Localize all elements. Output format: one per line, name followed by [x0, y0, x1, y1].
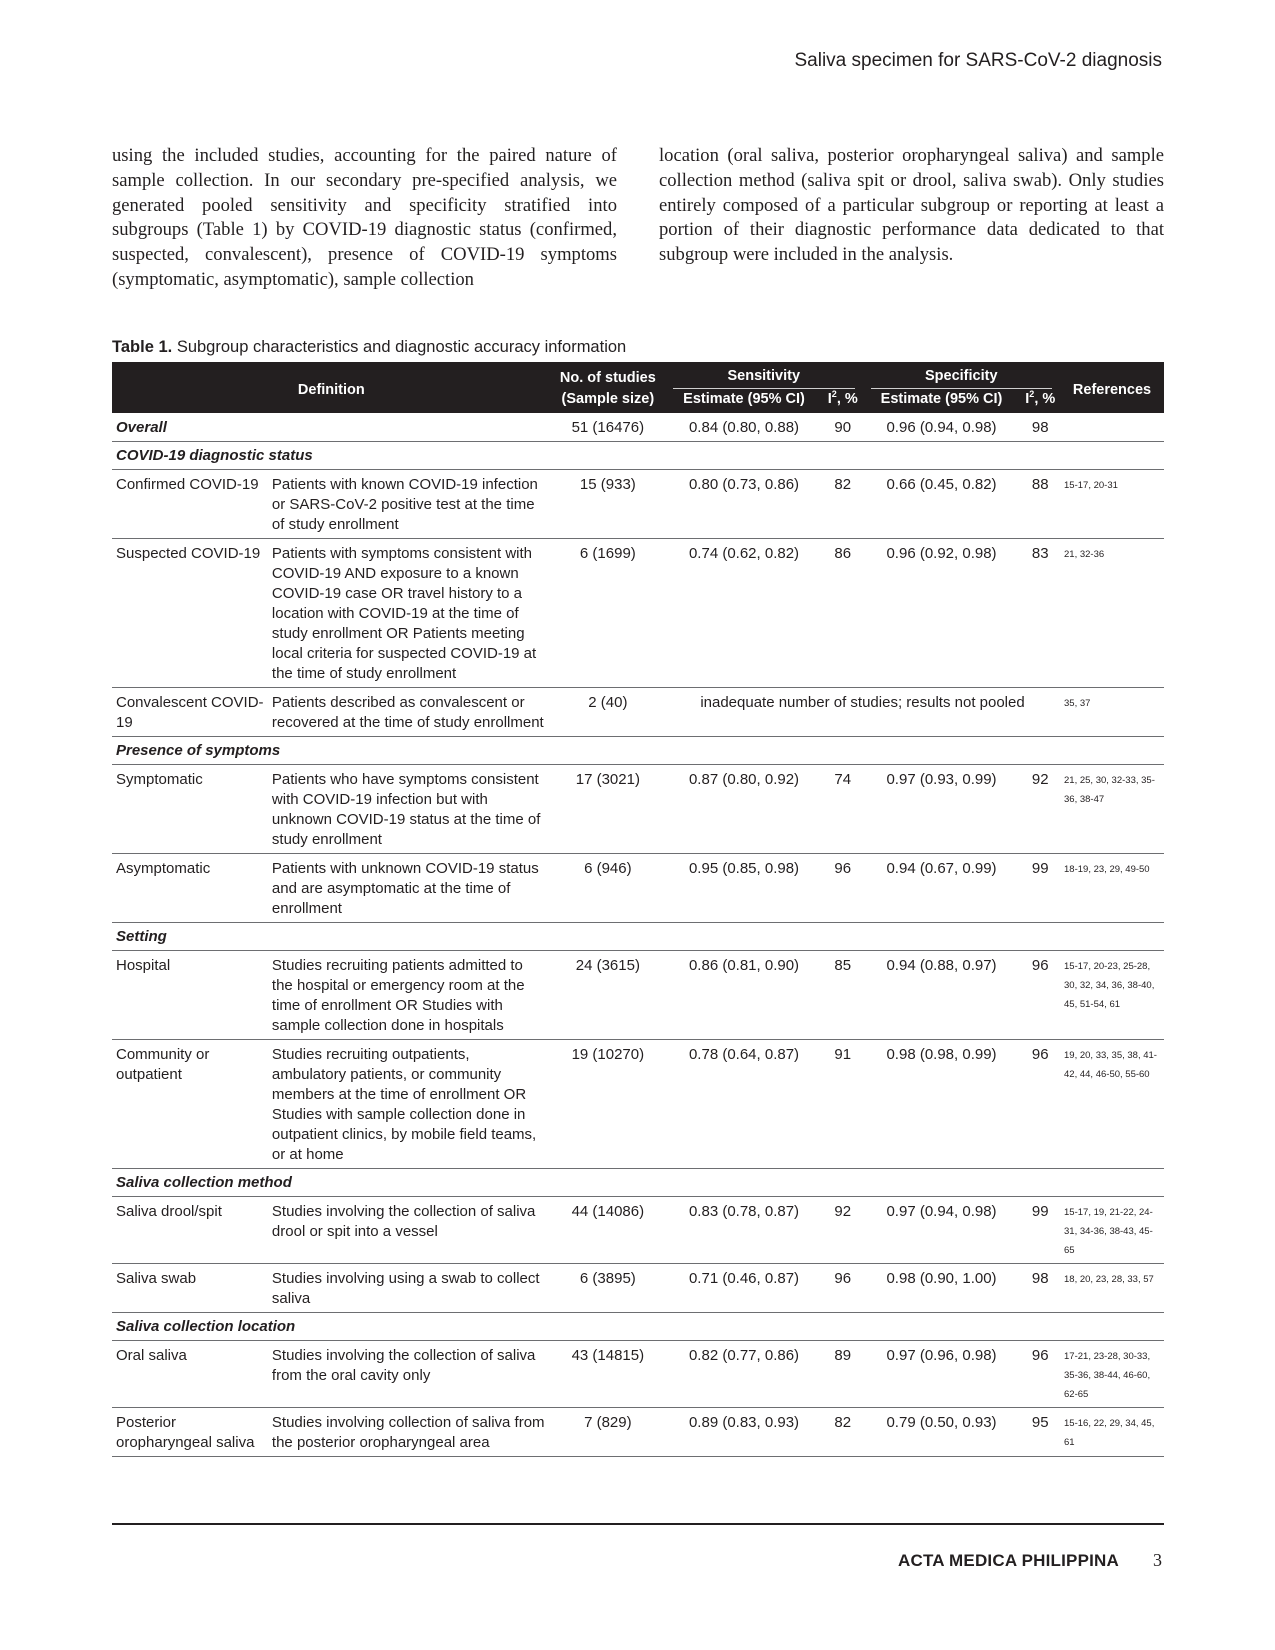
spec-i2: 99 [1021, 1197, 1061, 1264]
table-caption-text: Subgroup characteristics and diagnostic accuracy information [176, 338, 627, 356]
subgroup-definition: Studies involving using a swab to collect saliva [268, 1264, 551, 1313]
subgroup-definition: Patients with known COVID-19 infection or SARS-CoV-2 positive test at the time of study enrollment [268, 470, 551, 539]
overall-n: 51 (16476) [551, 413, 665, 442]
table-row [112, 1408, 1164, 1457]
subgroup-name: Symptomatic [112, 765, 268, 854]
footer-divider [112, 1523, 1164, 1525]
spec-i2: 88 [1021, 470, 1061, 539]
header-spec-i2: $I^2$, % [1021, 389, 1061, 413]
n-studies: 43 (14815) [551, 1341, 665, 1408]
header-sensitivity: Sensitivity [665, 362, 863, 389]
references: 18, 20, 23, 28, 33, 57 [1060, 1264, 1164, 1313]
n-studies: 15 (933) [551, 470, 665, 539]
spec-estimate: 0.94 (0.88, 0.97) [863, 951, 1021, 1040]
sens-i2: 91 [823, 1040, 863, 1169]
sens-estimate: 0.78 (0.64, 0.87) [665, 1040, 823, 1169]
spec-i2: 96 [1021, 1341, 1061, 1408]
spec-estimate: 0.97 (0.96, 0.98) [863, 1341, 1021, 1408]
sens-estimate: 0.87 (0.80, 0.92) [665, 765, 823, 854]
table-row [112, 539, 1164, 688]
table-header [112, 362, 1164, 413]
subgroup-name: Confirmed COVID-19 [112, 470, 268, 539]
spec-i2: 99 [1021, 854, 1061, 923]
not-pooled-note: inadequate number of studies; results not pooled [665, 688, 1060, 737]
n-studies: 6 (1699) [551, 539, 665, 688]
section-header: COVID-19 diagnostic status [112, 442, 1164, 470]
sens-i2: 89 [823, 1341, 863, 1408]
subgroup-table [112, 362, 1164, 1457]
spec-estimate: 0.96 (0.92, 0.98) [863, 539, 1021, 688]
spec-i2: 96 [1021, 1040, 1061, 1169]
sens-estimate: 0.71 (0.46, 0.87) [665, 1264, 823, 1313]
header-definition: Definition [112, 362, 551, 413]
subgroup-name: Community or outpatient [112, 1040, 268, 1169]
references: 15-17, 20-31 [1060, 470, 1164, 539]
section-header: Saliva collection method [112, 1169, 1164, 1197]
subgroup-definition: Patients who have symptoms consistent with COVID-19 infection but with unknown COVID-19 status at the time of study enrollment [268, 765, 551, 854]
n-studies: 7 (829) [551, 1408, 665, 1457]
n-studies: 17 (3021) [551, 765, 665, 854]
overall-row [112, 413, 1164, 442]
table-row [112, 854, 1164, 923]
subgroup-definition: Studies recruiting outpatients, ambulatory patients, or community members at the time of enrollment OR Studies with sample collection done in outpatient clinics, by mobile field teams, or at home [268, 1040, 551, 1169]
references: 21, 25, 30, 32-33, 35-36, 38-47 [1060, 765, 1164, 854]
header-specificity: Specificity [863, 362, 1061, 389]
sens-estimate: 0.82 (0.77, 0.86) [665, 1341, 823, 1408]
n-studies: 19 (10270) [551, 1040, 665, 1169]
spec-i2: 92 [1021, 765, 1061, 854]
sens-estimate: 0.89 (0.83, 0.93) [665, 1408, 823, 1457]
references: 21, 32-36 [1060, 539, 1164, 688]
header-spec-estimate: Estimate (95% CI) [863, 389, 1021, 413]
n-studies: 24 (3615) [551, 951, 665, 1040]
section-header: Saliva collection location [112, 1313, 1164, 1341]
table-row [112, 1341, 1164, 1408]
spec-estimate: 0.98 (0.90, 1.00) [863, 1264, 1021, 1313]
sens-i2: 96 [823, 1264, 863, 1313]
table-row [112, 1264, 1164, 1313]
table-body [112, 413, 1164, 1457]
section-header: Presence of symptoms [112, 737, 1164, 765]
subgroup-name: Saliva swab [112, 1264, 268, 1313]
journal-name: ACTA MEDICA PHILIPPINA [898, 1551, 1119, 1570]
sens-i2: 85 [823, 951, 863, 1040]
sens-i2: 86 [823, 539, 863, 688]
table-row [112, 470, 1164, 539]
references: 15-17, 20-23, 25-28, 30, 32, 34, 36, 38-40, 45, 51-54, 61 [1060, 951, 1164, 1040]
references: 19, 20, 33, 35, 38, 41-42, 44, 46-50, 55-60 [1060, 1040, 1164, 1169]
references: 15-17, 19, 21-22, 24-31, 34-36, 38-43, 45-65 [1060, 1197, 1164, 1264]
header-sens-estimate: Estimate (95% CI) [665, 389, 823, 413]
sens-estimate: 0.83 (0.78, 0.87) [665, 1197, 823, 1264]
header-sens-i2: $I^2$, % [823, 389, 863, 413]
references: 18-19, 23, 29, 49-50 [1060, 854, 1164, 923]
spec-i2: 98 [1021, 1264, 1061, 1313]
table-row [112, 1197, 1164, 1264]
overall-sens-i2: 90 [823, 413, 863, 442]
overall-spec: 0.96 (0.94, 0.98) [863, 413, 1021, 442]
overall-refs [1060, 413, 1164, 442]
spec-estimate: 0.94 (0.67, 0.99) [863, 854, 1021, 923]
subgroup-name: Oral saliva [112, 1341, 268, 1408]
subgroup-definition: Studies recruiting patients admitted to the hospital or emergency room at the time of enrollment OR Studies with sample collection done in hospitals [268, 951, 551, 1040]
table-row [112, 765, 1164, 854]
sens-i2: 92 [823, 1197, 863, 1264]
subgroup-definition: Studies involving the collection of saliva from the oral cavity only [268, 1341, 551, 1408]
n-studies: 44 (14086) [551, 1197, 665, 1264]
sens-i2: 82 [823, 1408, 863, 1457]
body-paragraph-left: using the included studies, accounting for the paired nature of sample collection. In our secondary pre-specified analysis, we generated pooled sensitivity and specificity stratified into subgroups (Table 1) by COVID-19 diagnostic status (confirmed, suspected, convalescent), presence of COVID-19 symptoms (symptomatic, asymptomatic), sample collection [112, 145, 617, 290]
references: 15-16, 22, 29, 34, 45, 61 [1060, 1408, 1164, 1457]
table-row [112, 1040, 1164, 1169]
subgroup-definition: Patients with unknown COVID-19 status and are asymptomatic at the time of enrollment [268, 854, 551, 923]
spec-estimate: 0.66 (0.45, 0.82) [863, 470, 1021, 539]
overall-spec-i2: 98 [1021, 413, 1061, 442]
page-number: 3 [1153, 1550, 1162, 1570]
spec-estimate: 0.97 (0.94, 0.98) [863, 1197, 1021, 1264]
page-footer [898, 1550, 1162, 1571]
subgroup-name: Saliva drool/spit [112, 1197, 268, 1264]
subgroup-definition: Patients with symptoms consistent with COVID-19 AND exposure to a known COVID-19 case OR travel history to a location with COVID-19 at the time of study enrollment OR Patients meeting local criteria for suspected COVID-19 at the time of study enrollment [268, 539, 551, 688]
table-caption-label: Table 1. [112, 338, 173, 356]
sens-i2: 82 [823, 470, 863, 539]
spec-i2: 83 [1021, 539, 1061, 688]
sens-i2: 96 [823, 854, 863, 923]
references: 35, 37 [1060, 688, 1164, 737]
spec-i2: 95 [1021, 1408, 1061, 1457]
spec-i2: 96 [1021, 951, 1061, 1040]
n-studies: 6 (3895) [551, 1264, 665, 1313]
spec-estimate: 0.98 (0.98, 0.99) [863, 1040, 1021, 1169]
table-caption [112, 338, 626, 357]
header-n-line2: (Sample size) [551, 389, 665, 413]
subgroup-name: Suspected COVID-19 [112, 539, 268, 688]
subgroup-name: Posterior oropharyngeal saliva [112, 1408, 268, 1457]
running-title: Saliva specimen for SARS-CoV-2 diagnosis [794, 50, 1162, 71]
subgroup-name: Asymptomatic [112, 854, 268, 923]
table-row [112, 688, 1164, 737]
subgroup-definition: Studies involving collection of saliva from the posterior oropharyngeal area [268, 1408, 551, 1457]
spec-estimate: 0.79 (0.50, 0.93) [863, 1408, 1021, 1457]
subgroup-name: Hospital [112, 951, 268, 1040]
sens-estimate: 0.95 (0.85, 0.98) [665, 854, 823, 923]
overall-label: Overall [112, 413, 551, 442]
section-header: Setting [112, 923, 1164, 951]
sens-estimate: 0.86 (0.81, 0.90) [665, 951, 823, 1040]
header-references: References [1060, 362, 1164, 413]
overall-sens: 0.84 (0.80, 0.88) [665, 413, 823, 442]
header-n-line1: No. of studies [551, 362, 665, 389]
spec-estimate: 0.97 (0.93, 0.99) [863, 765, 1021, 854]
table-row [112, 951, 1164, 1040]
sens-estimate: 0.80 (0.73, 0.86) [665, 470, 823, 539]
body-text [112, 144, 1164, 293]
body-paragraph-right: location (oral saliva, posterior oropharyngeal saliva) and sample collection method (saliva spit or drool, saliva swab). Only studies entirely composed of a particular subgroup or reporting at least a portion of their diagnostic performance data dedicated to that subgroup were included in the analysis. [659, 145, 1164, 266]
subgroup-definition: Studies involving the collection of saliva drool or spit into a vessel [268, 1197, 551, 1264]
sens-estimate: 0.74 (0.62, 0.82) [665, 539, 823, 688]
n-studies: 2 (40) [551, 688, 665, 737]
subgroup-definition: Patients described as convalescent or recovered at the time of study enrollment [268, 688, 551, 737]
references: 17-21, 23-28, 30-33, 35-36, 38-44, 46-60, 62-65 [1060, 1341, 1164, 1408]
subgroup-name: Convalescent COVID-19 [112, 688, 268, 737]
sens-i2: 74 [823, 765, 863, 854]
n-studies: 6 (946) [551, 854, 665, 923]
